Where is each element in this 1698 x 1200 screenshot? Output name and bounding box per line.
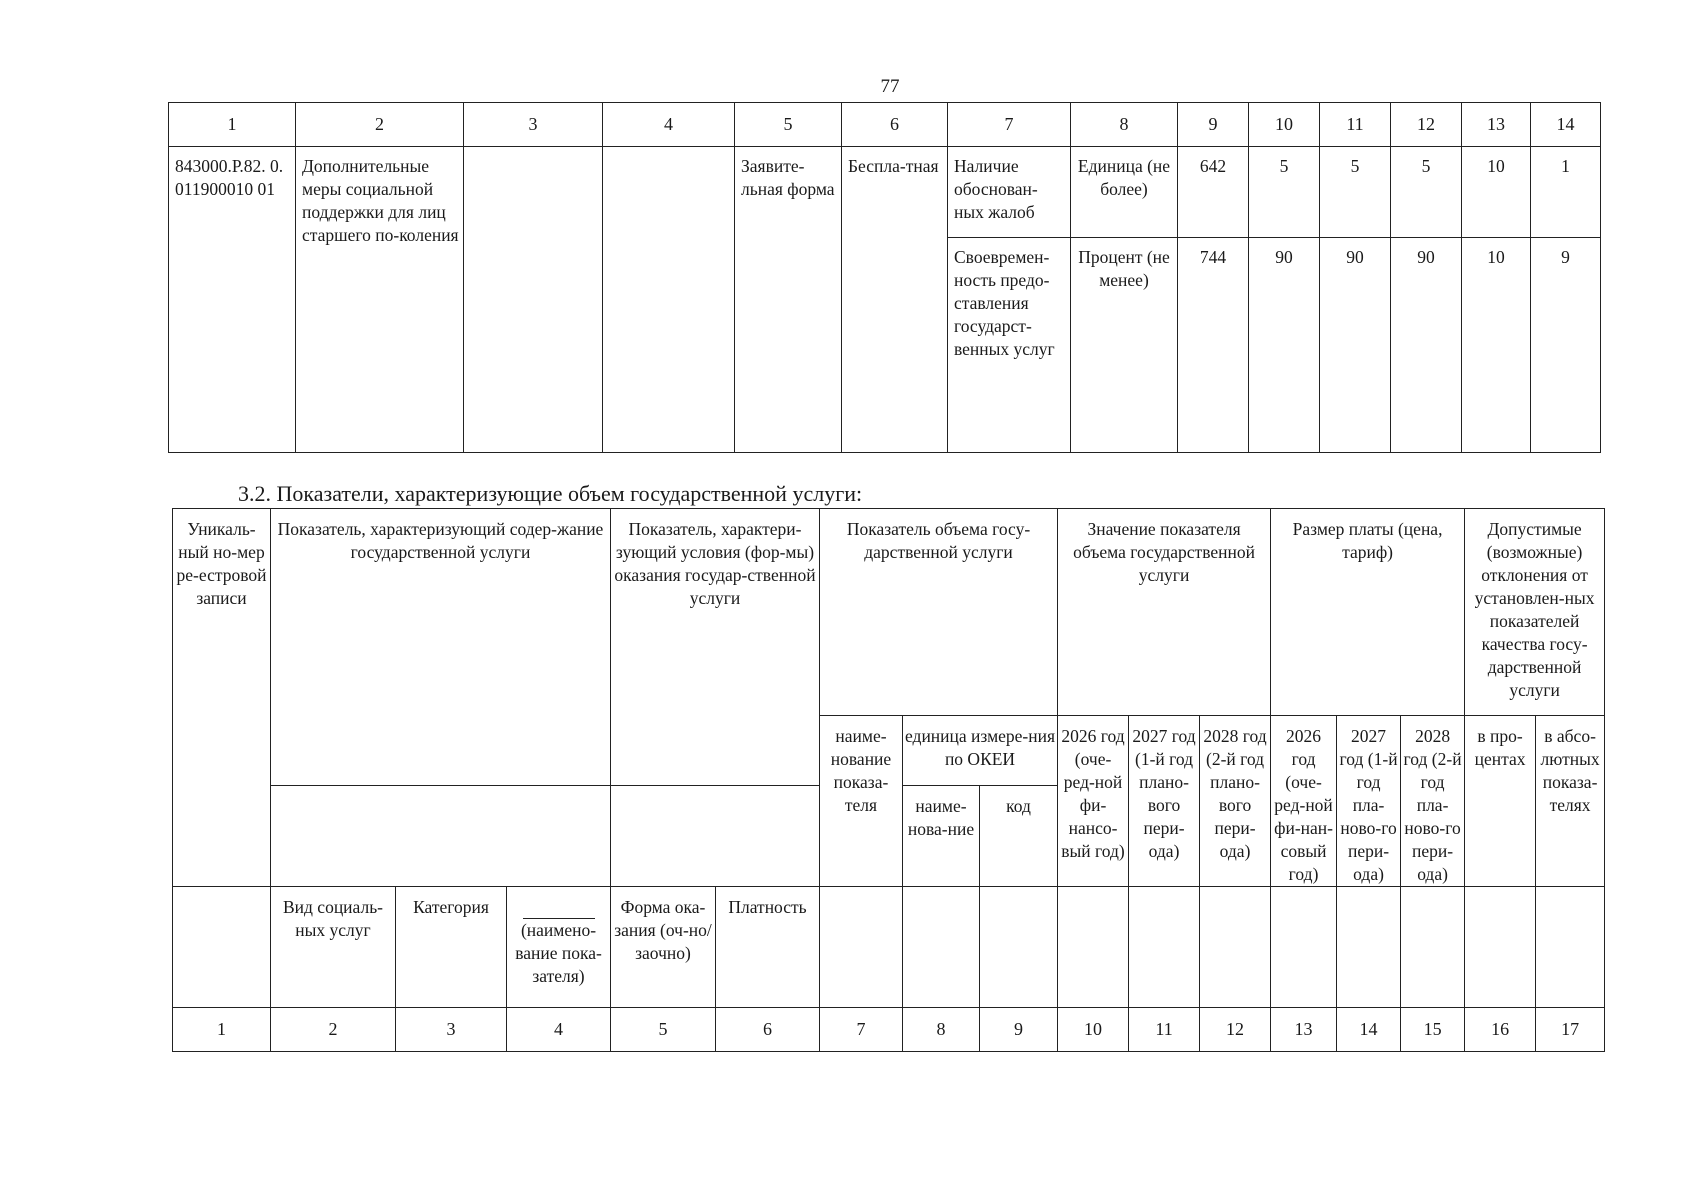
- payment-type: Беспла-тная: [842, 147, 948, 453]
- column-number: 15: [1401, 1008, 1465, 1052]
- form-of-provision: Заявите-льная форма: [735, 147, 842, 453]
- category-header: Категория: [396, 887, 507, 1008]
- deviation-absolute-header: в абсо-лютных показа-телях: [1536, 716, 1605, 887]
- column-number-row: [173, 1008, 1605, 1052]
- volume-indicator-header: Показатель объема госу-дарственной услуги: [820, 509, 1058, 716]
- indicator-name-header: наиме-нование показа-теля: [820, 716, 903, 887]
- deviation-percent-header: в про-центах: [1465, 716, 1536, 887]
- column-number: 4: [603, 103, 735, 147]
- column-number: 17: [1536, 1008, 1605, 1052]
- column-number: 9: [980, 1008, 1058, 1052]
- payment-header: Платность: [716, 887, 820, 1008]
- value-2028: 5: [1391, 147, 1462, 238]
- table-row: [169, 147, 1601, 238]
- quality-indicators-table: [168, 102, 1601, 453]
- leaf-spacer: [820, 887, 903, 1008]
- column-number: 12: [1200, 1008, 1271, 1052]
- column-number: 5: [735, 103, 842, 147]
- leaf-spacer: [980, 887, 1058, 1008]
- indicator-unit: Единица (не более): [1071, 147, 1178, 238]
- content-indicator-spacer: [271, 786, 611, 887]
- column-number: 6: [716, 1008, 820, 1052]
- column-number: 12: [1391, 103, 1462, 147]
- okei-name-header: наиме-нова-ние: [903, 786, 980, 887]
- indicator-name: Наличие обоснован-ных жалоб: [948, 147, 1071, 238]
- indicator-name: Своевремен-ность предо-ставления государст-венных услуг: [948, 238, 1071, 453]
- column-number: 1: [169, 103, 296, 147]
- fee-2026-header: 2026 год (оче-ред-ной фи-нан-совый год): [1271, 716, 1337, 887]
- column-number: 10: [1058, 1008, 1129, 1052]
- column-number: 4: [507, 1008, 611, 1052]
- fee-header: Размер платы (цена, тариф): [1271, 509, 1465, 716]
- leaf-spacer: [1058, 887, 1129, 1008]
- column-number: 11: [1320, 103, 1391, 147]
- leaf-spacer: [1129, 887, 1200, 1008]
- leaf-spacer: [1465, 887, 1536, 1008]
- value-2027: 90: [1320, 238, 1391, 453]
- value-2026: 90: [1249, 238, 1320, 453]
- blank-line: [523, 918, 595, 919]
- column-number: 3: [396, 1008, 507, 1052]
- conditions-indicator-header: Показатель, характери-зующий условия (фор-мы) оказания государ-ственной услуги: [611, 509, 820, 786]
- value-2028: 90: [1391, 238, 1462, 453]
- deviation-header: Допустимые (возможные) отклонения от установлен-ных показателей качества госу-дарственной услуги: [1465, 509, 1605, 716]
- okei-unit-header: единица измере-ния по ОКЕИ: [903, 716, 1058, 786]
- header-row-leaf: [173, 887, 1605, 1008]
- content-indicator-header: Показатель, характеризующий содер-жание государственной услуги: [271, 509, 611, 786]
- column-number: 14: [1531, 103, 1601, 147]
- okei-code-header: код: [980, 786, 1058, 887]
- value-2026-header: 2026 год (оче-ред-ной фи-нансо-вый год): [1058, 716, 1129, 887]
- volume-value-header: Значение показателя объема государственной услуги: [1058, 509, 1271, 716]
- column-number: 3: [464, 103, 603, 147]
- service-content: Дополнительные меры социальной поддержки для лиц старшего по-коления: [296, 147, 464, 453]
- header-row-top: [173, 509, 1605, 716]
- column-number: 1: [173, 1008, 271, 1052]
- value-2028-header: 2028 год (2-й год плано-вого пери-ода): [1200, 716, 1271, 887]
- deviation-percent: 10: [1462, 238, 1531, 453]
- column-number: 10: [1249, 103, 1320, 147]
- column-number: 13: [1462, 103, 1531, 147]
- column-number: 9: [1178, 103, 1249, 147]
- empty-cell: [603, 147, 735, 453]
- column-number: 5: [611, 1008, 716, 1052]
- column-number: 13: [1271, 1008, 1337, 1052]
- okei-code: 642: [1178, 147, 1249, 238]
- blank-indicator-label: (наимено-вание пока-зателя): [515, 920, 602, 986]
- column-number: 2: [296, 103, 464, 147]
- indicator-unit: Процент (не менее): [1071, 238, 1178, 453]
- column-number: 16: [1465, 1008, 1536, 1052]
- registry-number-header: Уникаль-ный но-мер ре-естровой записи: [173, 509, 271, 887]
- fee-2028-header: 2028 год (2-й год пла-ново-го пери-ода): [1401, 716, 1465, 887]
- leaf-spacer: [1536, 887, 1605, 1008]
- column-number: 14: [1337, 1008, 1401, 1052]
- form-header: Форма ока-зания (оч-но/заочно): [611, 887, 716, 1008]
- leaf-spacer: [1401, 887, 1465, 1008]
- value-2027-header: 2027 год (1-й год плано-вого пери-ода): [1129, 716, 1200, 887]
- registry-number: 843000.Р.82. 0.011900010 01: [169, 147, 296, 453]
- conditions-indicator-spacer: [611, 786, 820, 887]
- column-number: 8: [903, 1008, 980, 1052]
- column-number: 7: [820, 1008, 903, 1052]
- column-number: 11: [1129, 1008, 1200, 1052]
- leaf-spacer: [1200, 887, 1271, 1008]
- okei-code: 744: [1178, 238, 1249, 453]
- leaf-spacer: [903, 887, 980, 1008]
- fee-2027-header: 2027 год (1-й год пла-ново-го пери-ода): [1337, 716, 1401, 887]
- column-number: 6: [842, 103, 948, 147]
- column-number: 7: [948, 103, 1071, 147]
- deviation-absolute: 9: [1531, 238, 1601, 453]
- empty-cell: [464, 147, 603, 453]
- section-title: 3.2. Показатели, характеризующие объем государственной услуги:: [238, 481, 863, 506]
- deviation-percent: 10: [1462, 147, 1531, 238]
- value-2026: 5: [1249, 147, 1320, 238]
- page-number: 77: [880, 76, 900, 97]
- blank-indicator-header: [507, 887, 611, 1008]
- social-type-header: Вид социаль-ных услуг: [271, 887, 396, 1008]
- leaf-spacer: [173, 887, 271, 1008]
- deviation-absolute: 1: [1531, 147, 1601, 238]
- column-number-row: [169, 103, 1601, 147]
- column-number: 2: [271, 1008, 396, 1052]
- leaf-spacer: [1271, 887, 1337, 1008]
- leaf-spacer: [1337, 887, 1401, 1008]
- value-2027: 5: [1320, 147, 1391, 238]
- volume-indicators-table: [172, 508, 1605, 1052]
- column-number: 8: [1071, 103, 1178, 147]
